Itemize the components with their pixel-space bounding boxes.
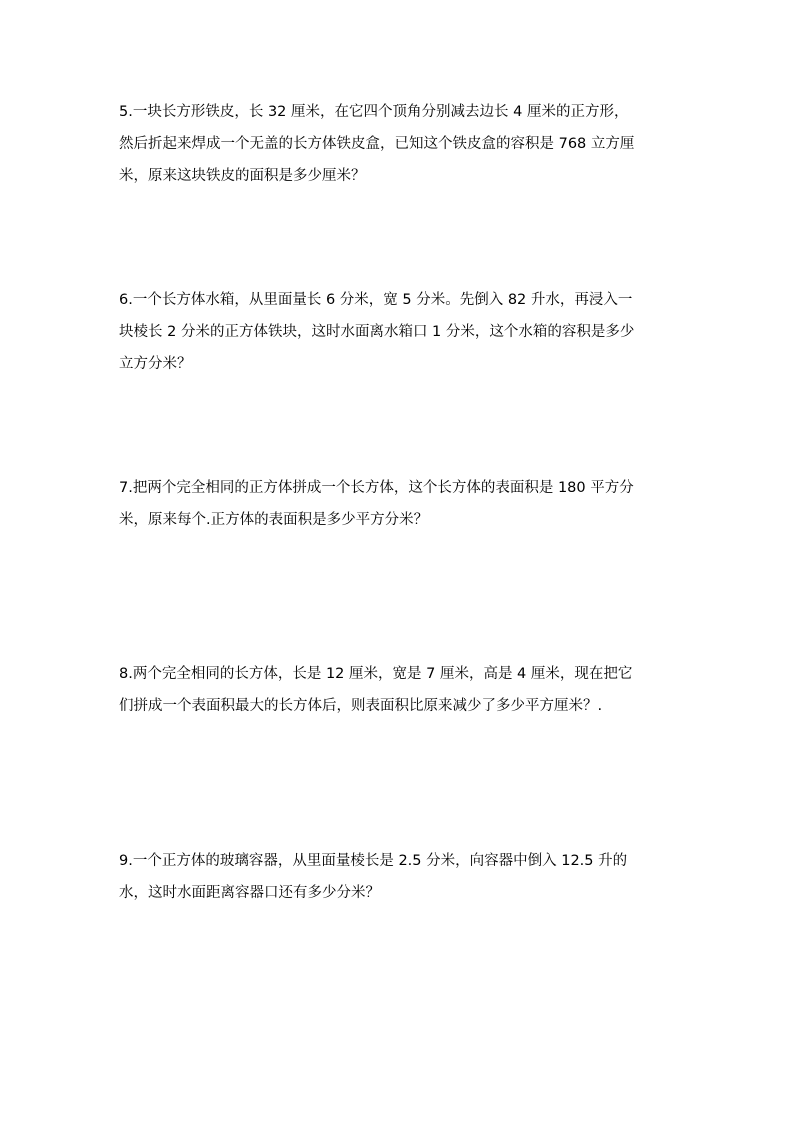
- problem-8-line-1: 8.两个完全相同的长方体，长是 12 厘米，宽是 7 厘米，高是 4 厘米，现在把它: [119, 666, 633, 682]
- problem-8: [119, 658, 677, 722]
- problem-9-line-1: 9.一个正方体的玻璃容器，从里面量棱长是 2.5 分米，向容器中倒入 12.5 升的: [119, 853, 628, 869]
- problem-9: [119, 845, 677, 909]
- problem-5-line-1: 5.一块长方形铁皮，长 32 厘米，在它四个顶角分别减去边长 4 厘米的正方形，: [119, 104, 629, 120]
- problem-7-line-2: 米，原来每个.正方体的表面积是多少平方分米？: [119, 512, 429, 528]
- problem-8-line-2: 们拼成一个表面积最大的长方体后，则表面积比原来减少了多少平方厘米？.: [119, 698, 603, 714]
- problem-6-line-2: 块棱长 2 分米的正方体铁块，这时水面离水箱口 1 分米，这个水箱的容积是多少: [119, 324, 635, 340]
- problem-7: [119, 472, 677, 536]
- problem-5: [119, 96, 677, 192]
- problem-5-line-3: 米，原来这块铁皮的面积是多少厘米？: [119, 168, 366, 184]
- problem-9-line-2: 水，这时水面距离容器口还有多少分米？: [119, 885, 380, 901]
- problem-6: [119, 284, 677, 380]
- problem-7-line-1: 7.把两个完全相同的正方体拼成一个长方体，这个长方体的表面积是 180 平方分: [119, 480, 634, 496]
- problem-6-line-1: 6.一个长方体水箱，从里面量长 6 分米，宽 5 分米。先倒入 82 升水，再浸入一: [119, 292, 633, 308]
- problem-5-line-2: 然后折起来焊成一个无盖的长方体铁皮盒，已知这个铁皮盒的容积是 768 立方厘: [119, 136, 635, 152]
- problem-6-line-3: 立方分米？: [119, 356, 192, 372]
